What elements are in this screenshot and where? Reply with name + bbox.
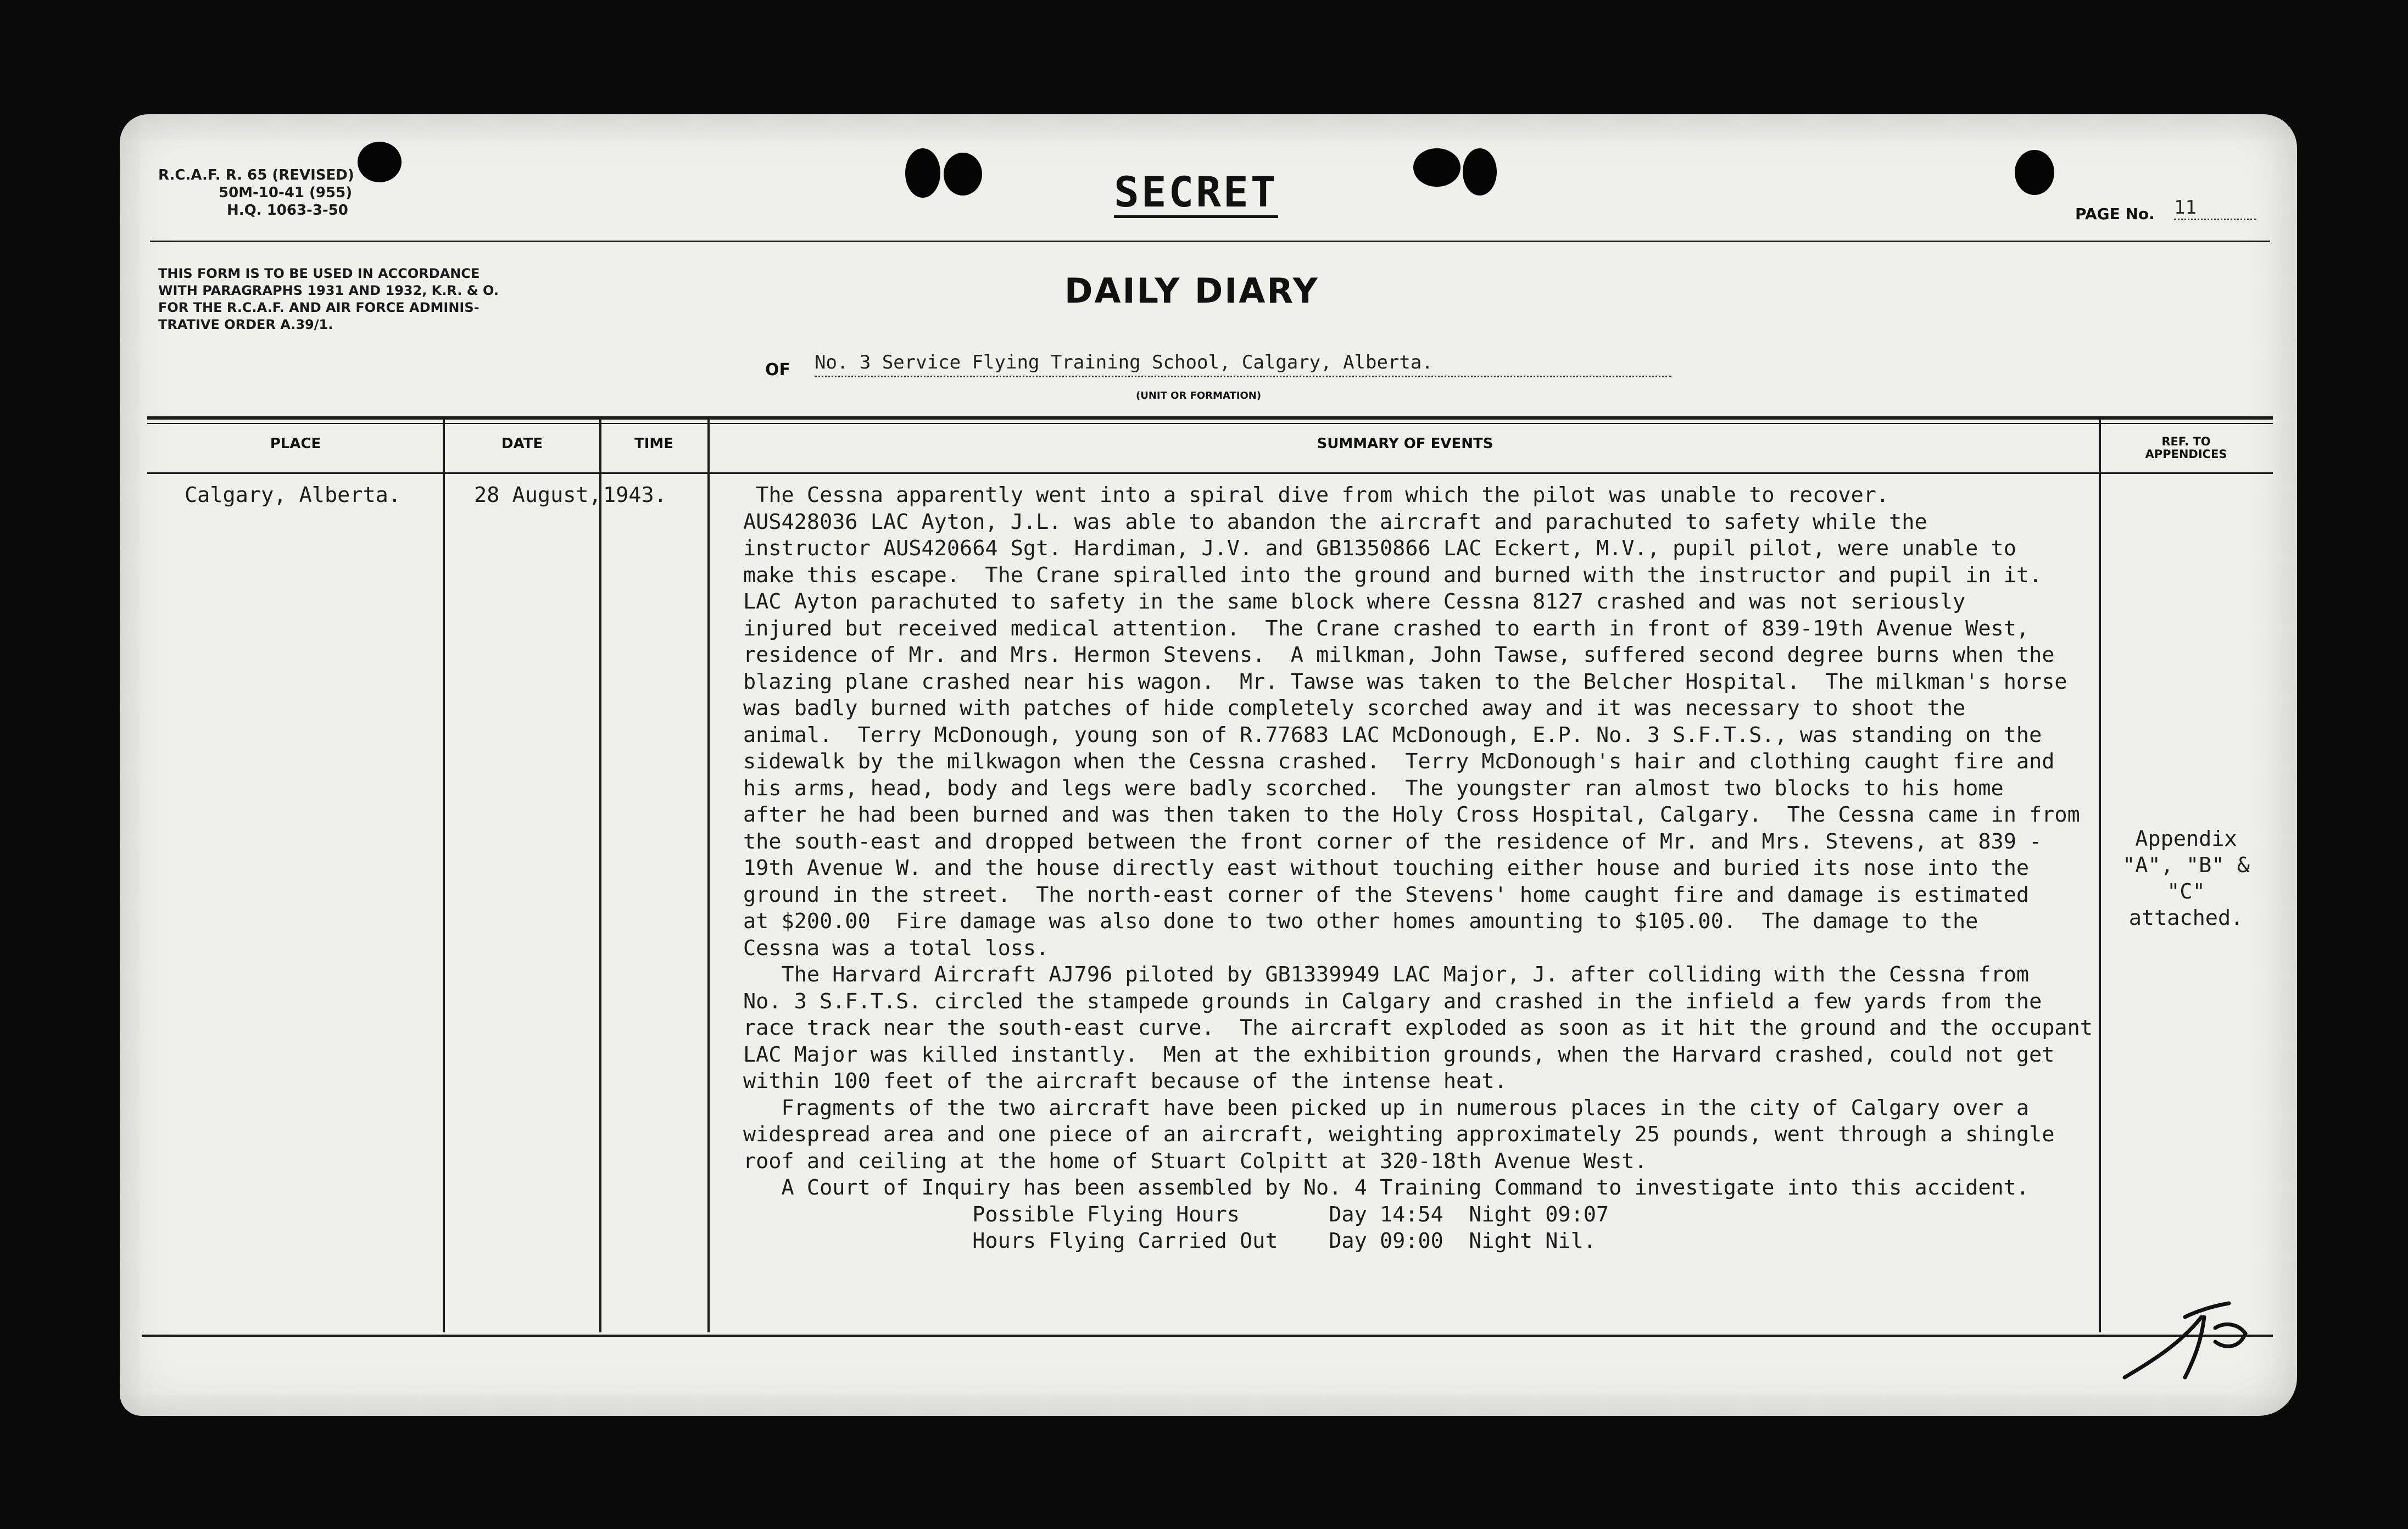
unit-name: No. 3 Service Flying Training School, Calgary, Alberta.: [815, 351, 1671, 377]
table-top-rule-thin: [147, 423, 2273, 424]
instruction-line: TRATIVE ORDER A.39/1.: [158, 317, 333, 332]
summary-line: was badly burned with patches of hide completely scorched away and it was necessary to shoot the: [743, 696, 1966, 721]
summary-line: race track near the south-east curve. The aircraft exploded as soon as it hit the ground and the occupant: [743, 1015, 2093, 1040]
diary-sheet: [120, 114, 2297, 1416]
summary-of-events: [743, 482, 2093, 1255]
punch-hole: [358, 142, 402, 182]
summary-line: after he had been burned and was then taken to the Holy Cross Hospital, Calgary. The Cessna came in from: [743, 802, 2080, 827]
form-code-line: H.Q. 1063-3-50: [227, 202, 348, 219]
column-divider: [443, 420, 445, 1332]
summary-line: injured but received medical attention. The Crane crashed to earth in front of 839-19th Avenue West,: [743, 616, 2030, 641]
summary-line: The Harvard Aircraft AJ796 piloted by GB1339949 LAC Major, J. after colliding with the Cessna from: [743, 962, 2030, 987]
column-header-ref: [2104, 436, 2268, 461]
form-code-line: 50M-10-41 (955): [219, 185, 353, 201]
column-divider: [599, 420, 601, 1332]
entry-place: Calgary, Alberta.: [185, 483, 402, 507]
column-divider: [707, 420, 710, 1332]
column-header-time: TIME: [634, 436, 674, 452]
summary-line: Hours Flying Carried Out Day 09:00 Night Nil.: [743, 1229, 1596, 1253]
appendix-line: attached.: [2128, 906, 2244, 930]
summary-line: his arms, head, body and legs were badly scorched. The youngster ran almost two blocks to his home: [743, 775, 2004, 801]
punch-hole: [1413, 148, 1461, 187]
column-divider: [2099, 420, 2101, 1332]
unit-caption: (UNIT OR FORMATION): [1136, 390, 1262, 401]
instruction-line: WITH PARAGRAPHS 1931 AND 1932, K.R. & O.: [158, 283, 499, 298]
form-code-line: R.C.A.F. R. 65 (REVISED): [158, 167, 354, 183]
summary-line: roof and ceiling at the home of Stuart Colpitt at 320-18th Avenue West.: [743, 1148, 1647, 1174]
handwritten-initials: [2119, 1295, 2262, 1388]
column-header-summary: SUMMARY OF EVENTS: [1317, 436, 1493, 452]
punch-hole: [905, 148, 940, 198]
page-number-label: PAGE No.: [2075, 205, 2155, 223]
ref-header-line: REF. TO: [2161, 435, 2211, 448]
form-instructions: [158, 265, 499, 333]
appendix-line: "C": [2167, 879, 2205, 904]
header-row-rule: [147, 472, 2273, 474]
appendix-line: "A", "B" &: [2122, 853, 2250, 878]
page-number: 11: [2174, 197, 2256, 220]
page-title: DAILY DIARY: [1064, 271, 1319, 311]
summary-line: make this escape. The Crane spiralled into the ground and burned with the instructor and pupil in it.: [743, 562, 2042, 588]
instruction-line: FOR THE R.C.A.F. AND AIR FORCE ADMINIS-: [158, 300, 480, 315]
summary-line: instructor AUS420664 Sgt. Hardiman, J.V. and GB1350866 LAC Eckert, M.V., pupil pilot, were unable to: [743, 536, 2016, 561]
appendix-line: Appendix: [2135, 827, 2237, 851]
instruction-line: THIS FORM IS TO BE USED IN ACCORDANCE: [158, 266, 480, 281]
entry-date: 28 August,: [474, 483, 601, 507]
summary-line: blazing plane crashed near his wagon. Mr. Tawse was taken to the Belcher Hospital. The milkman's horse: [743, 669, 2067, 694]
summary-line: A Court of Inquiry has been assembled by No. 4 Training Command to investigate into this accident.: [743, 1175, 2030, 1200]
summary-line: The Cessna apparently went into a spiral dive from which the pilot was unable to recover.: [743, 483, 1889, 507]
punch-hole: [1463, 148, 1497, 196]
summary-line: LAC Ayton parachuted to safety in the same block where Cessna 8127 crashed and was not seriously: [743, 589, 1966, 614]
entry-time: 1943.: [603, 483, 667, 507]
table-top-rule: [147, 416, 2273, 420]
form-code: [158, 166, 354, 219]
security-marking: SECRET: [1114, 169, 1278, 218]
summary-line: Cessna was a total loss.: [743, 935, 1049, 961]
summary-line: Fragments of the two aircraft have been picked up in numerous places in the city of Calgary over a: [743, 1095, 2030, 1120]
summary-line: animal. Terry McDonough, young son of R.77683 LAC McDonough, E.P. No. 3 S.F.T.S., was standing on the: [743, 722, 2042, 747]
column-header-date: DATE: [501, 436, 543, 452]
of-label: OF: [765, 360, 790, 380]
summary-line: widespread area and one piece of an aircraft, weighting approximately 25 pounds, went through a shingle: [743, 1122, 2055, 1147]
column-header-place: PLACE: [270, 436, 321, 452]
summary-line: 19th Avenue W. and the house directly east without touching either house and buried its nose into the: [743, 856, 2030, 880]
summary-line: sidewalk by the milkwagon when the Cessna crashed. Terry McDonough's hair and clothing caught fire and: [743, 749, 2055, 774]
ref-header-line: APPENDICES: [2145, 448, 2227, 461]
summary-line: No. 3 S.F.T.S. circled the stampede grounds in Calgary and crashed in the infield a few yards from the: [743, 989, 2042, 1014]
punch-hole: [944, 153, 982, 196]
punch-hole: [2015, 150, 2054, 195]
appendix-reference: [2104, 826, 2268, 931]
table-bottom-rule: [142, 1335, 2273, 1337]
summary-line: ground in the street. The north-east corner of the Stevens' home caught fire and damage is estimated: [743, 882, 2030, 907]
summary-line: within 100 feet of the aircraft because of the intense heat.: [743, 1069, 1507, 1093]
summary-line: AUS428036 LAC Ayton, J.L. was able to abandon the aircraft and parachuted to safety while the: [743, 509, 1927, 534]
summary-line: at $200.00 Fire damage was also done to two other homes amounting to $105.00. The damage to the: [743, 909, 1978, 934]
summary-line: residence of Mr. and Mrs. Hermon Stevens. A milkman, John Tawse, suffered second degree burns when the: [743, 643, 2055, 667]
summary-line: the south-east and dropped between the front corner of the residence of Mr. and Mrs. Stevens, at 839 -: [743, 829, 2042, 854]
header-rule: [150, 241, 2270, 242]
summary-line: LAC Major was killed instantly. Men at the exhibition grounds, when the Harvard crashed, could not get: [743, 1042, 2055, 1067]
summary-line: Possible Flying Hours Day 14:54 Night 09:07: [743, 1202, 1609, 1227]
